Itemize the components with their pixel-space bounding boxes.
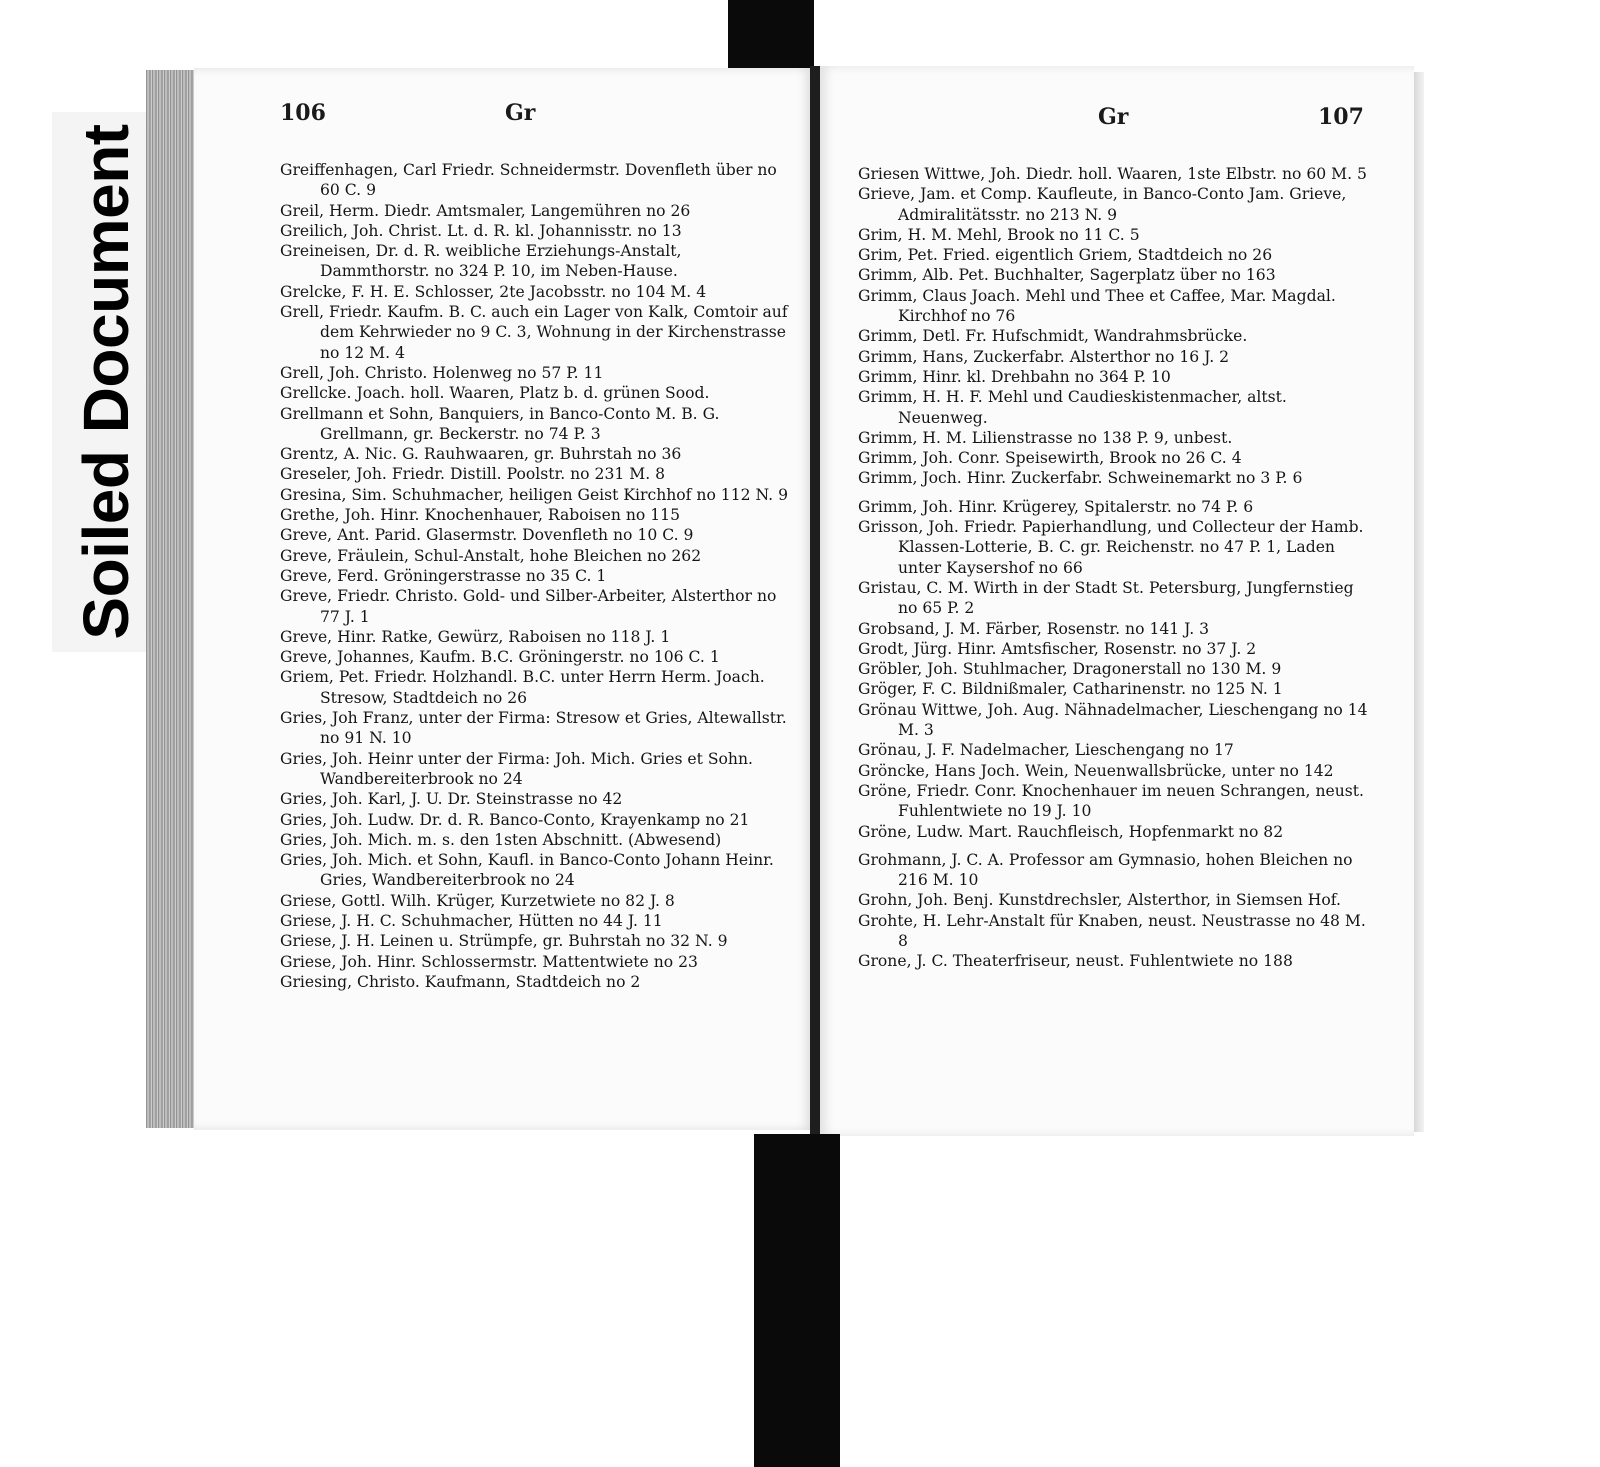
directory-entry: Grone, J. C. Theaterfriseur, neust. Fuhlentwiete no 188 [858,952,1293,971]
directory-entry: Gries, Joh. Heinr unter der Firma: Joh. Mich. Gries et Sohn. Wandbereiterbrook no 24 [280,749,753,788]
directory-entry: Greseler, Joh. Friedr. Distill. Poolstr. no 231 M. 8 [280,465,666,484]
directory-entry: Grimm, H. H. F. Mehl und Caudieskistenmacher, altst. Neuenweg. [858,388,1287,427]
directory-entry: Grimm, Joh. Hinr. Krügerey, Spitalerstr. no 74 P. 6 [858,497,1254,516]
directory-entry: Griem, Pet. Friedr. Holzhandl. B.C. unter Herrn Herm. Joach. Stresow, Stadtdeich no 26 [280,668,765,707]
binding-strap-bottom [754,1134,840,1467]
page-edges-left [146,70,194,1128]
directory-entry: Grimm, H. M. Lilienstrasse no 138 P. 9, unbest. [858,428,1233,447]
directory-entry: Grönau, J. F. Nadelmacher, Lieschengang no 17 [858,741,1234,760]
directory-entry: Grobsand, J. M. Färber, Rosenstr. no 141 J. 3 [858,619,1210,638]
directory-entry: Gristau, C. M. Wirth in der Stadt St. Petersburg, Jungfernstieg no 65 P. 2 [858,578,1354,618]
directory-entry: Grimm, Hans, Zuckerfabr. Alsterthor no 16 J. 2 [858,347,1230,366]
right-page-number: 107 [1318,104,1364,130]
directory-entry: Grell, Joh. Christo. Holenweg no 57 P. 11 [280,363,604,382]
right-directory-entries [858,164,1368,972]
directory-entry: Grodt, Jürg. Hinr. Amtsfischer, Rosenstr. no 37 J. 2 [858,639,1257,658]
page-edges-right [1414,72,1424,1132]
directory-entry: Grim, H. M. Mehl, Brook no 11 C. 5 [858,225,1140,244]
directory-entry: Grethe, Joh. Hinr. Knochenhauer, Raboisen no 115 [280,506,680,525]
directory-entry: Grimm, Hinr. kl. Drehbahn no 364 P. 10 [858,367,1171,386]
directory-entry: Gröger, F. C. Bildnißmaler, Catharinenstr. no 125 N. 1 [858,680,1283,699]
left-directory-entries [280,160,790,992]
directory-entry: Grentz, A. Nic. G. Rauhwaaren, gr. Buhrstah no 36 [280,445,682,464]
directory-entry: Gröbler, Joh. Stuhlmacher, Dragonerstall no 130 M. 9 [858,660,1282,679]
directory-entry: Gries, Joh. Mich. m. s. den 1sten Abschnitt. (Abwesend) [280,830,722,849]
directory-entry: Grönau Wittwe, Joh. Aug. Nähnadelmacher, Lieschengang no 14 M. 3 [858,700,1368,740]
directory-entry: Gröne, Friedr. Conr. Knochenhauer im neuen Schrangen, neust. Fuhlentwiete no 19 J. 10 [858,781,1365,821]
directory-entry: Greve, Fräulein, Schul-Anstalt, hohe Bleichen no 262 [280,546,702,565]
left-page-number: 106 [280,100,326,126]
directory-entry: Grell, Friedr. Kaufm. B. C. auch ein Lager von Kalk, Comtoir auf dem Kehrwieder no 9 C. 3, Wohnung in der Kirchenstrasse no 12 M. 4 [280,303,788,362]
directory-entry: Grim, Pet. Fried. eigentlich Griem, Stadtdeich no 26 [858,246,1273,265]
directory-entry: Greineisen, Dr. d. R. weibliche Erziehungs-Anstalt, Dammthorstr. no 324 P. 10, im Neben-Hause. [280,242,682,281]
directory-entry: Gries, Joh Franz, unter der Firma: Stresow et Gries, Altewallstr. no 91 N. 10 [280,709,787,748]
directory-entry: Grimm, Detl. Fr. Hufschmidt, Wandrahmsbrücke. [858,327,1248,346]
directory-entry: Grimm, Alb. Pet. Buchhalter, Sagerplatz über no 163 [858,266,1276,285]
directory-entry: Grimm, Joch. Hinr. Zuckerfabr. Schweinemarkt no 3 P. 6 [858,469,1303,488]
directory-entry: Griesen Wittwe, Joh. Diedr. holl. Waaren, 1ste Elbstr. no 60 M. 5 [858,165,1367,183]
directory-entry: Griesing, Christo. Kaufmann, Stadtdeich no 2 [280,972,641,991]
directory-entry: Greve, Ant. Parid. Glasermstr. Dovenfleth no 10 C. 9 [280,526,694,545]
directory-entry: Gröncke, Hans Joch. Wein, Neuenwallsbrücke, unter no 142 [858,761,1334,780]
directory-entry: Grimm, Claus Joach. Mehl und Thee et Caffee, Mar. Magdal. Kirchhof no 76 [858,286,1336,326]
directory-entry: Gries, Joh. Ludw. Dr. d. R. Banco-Conto, Krayenkamp no 21 [280,810,750,829]
directory-entry: Greilich, Joh. Christ. Lt. d. R. kl. Johannisstr. no 13 [280,221,682,240]
directory-entry: Grimm, Joh. Conr. Speisewirth, Brook no 26 C. 4 [858,449,1242,468]
directory-entry: Gries, Joh. Mich. et Sohn, Kaufl. in Banco-Conto Johann Heinr. Gries, Wandbereiterbrook no 24 [280,851,774,890]
document-condition-label: Soiled Document [70,124,142,640]
right-running-head: Gr [1098,104,1129,130]
directory-entry: Griese, Gottl. Wilh. Krüger, Kurzetwiete no 82 J. 8 [280,891,675,910]
directory-entry: Griese, J. H. C. Schuhmacher, Hütten no 44 J. 11 [280,911,663,930]
directory-entry: Greve, Ferd. Gröningerstrasse no 35 C. 1 [280,566,607,585]
directory-entry: Griese, Joh. Hinr. Schlossermstr. Mattentwiete no 23 [280,952,698,971]
directory-entry: Griese, J. H. Leinen u. Strümpfe, gr. Buhrstah no 32 N. 9 [280,932,728,951]
directory-entry: Grellmann et Sohn, Banquiers, in Banco-Conto M. B. G. Grellmann, gr. Beckerstr. no 74 P. 3 [280,404,720,443]
directory-entry: Greve, Johannes, Kaufm. B.C. Gröningerstr. no 106 C. 1 [280,648,720,667]
directory-entry: Gresina, Sim. Schuhmacher, heiligen Geist Kirchhof no 112 N. 9 [280,485,788,504]
directory-entry: Grellcke. Joach. holl. Waaren, Platz b. d. grünen Sood. [280,384,710,403]
directory-entry: Grohte, H. Lehr-Anstalt für Knaben, neust. Neustrasse no 48 M. 8 [858,911,1366,950]
directory-entry: Greil, Herm. Diedr. Amtsmaler, Langemühren no 26 [280,201,691,220]
left-running-head: Gr [505,100,536,126]
directory-entry: Grohn, Joh. Benj. Kunstdrechsler, Alsterthor, in Siemsen Hof. [858,891,1341,910]
directory-entry: Greve, Hinr. Ratke, Gewürz, Raboisen no 118 J. 1 [280,627,671,646]
directory-entry: Grieve, Jam. et Comp. Kaufleute, in Banco-Conto Jam. Grieve, Admiralitätsstr. no 213 N. 9 [858,185,1347,224]
directory-entry: Greve, Friedr. Christo. Gold- und Silber-Arbeiter, Alsterthor no 77 J. 1 [280,587,777,626]
directory-entry: Grelcke, F. H. E. Schlosser, 2te Jacobsstr. no 104 M. 4 [280,282,707,301]
directory-entry: Greiffenhagen, Carl Friedr. Schneidermstr. Dovenfleth über no 60 C. 9 [280,161,777,200]
directory-entry: Grohmann, J. C. A. Professor am Gymnasio, hohen Bleichen no 216 M. 10 [858,850,1353,890]
directory-entry: Gröne, Ludw. Mart. Rauchfleisch, Hopfenmarkt no 82 [858,822,1284,841]
directory-entry: Grisson, Joh. Friedr. Papierhandlung, und Collecteur der Hamb. Klassen-Lotterie, B. C. gr. Reichenstr. no 47 P. 1, Laden unter Kaysershof no 66 [858,518,1364,577]
directory-entry: Gries, Joh. Karl, J. U. Dr. Steinstrasse no 42 [280,790,623,809]
